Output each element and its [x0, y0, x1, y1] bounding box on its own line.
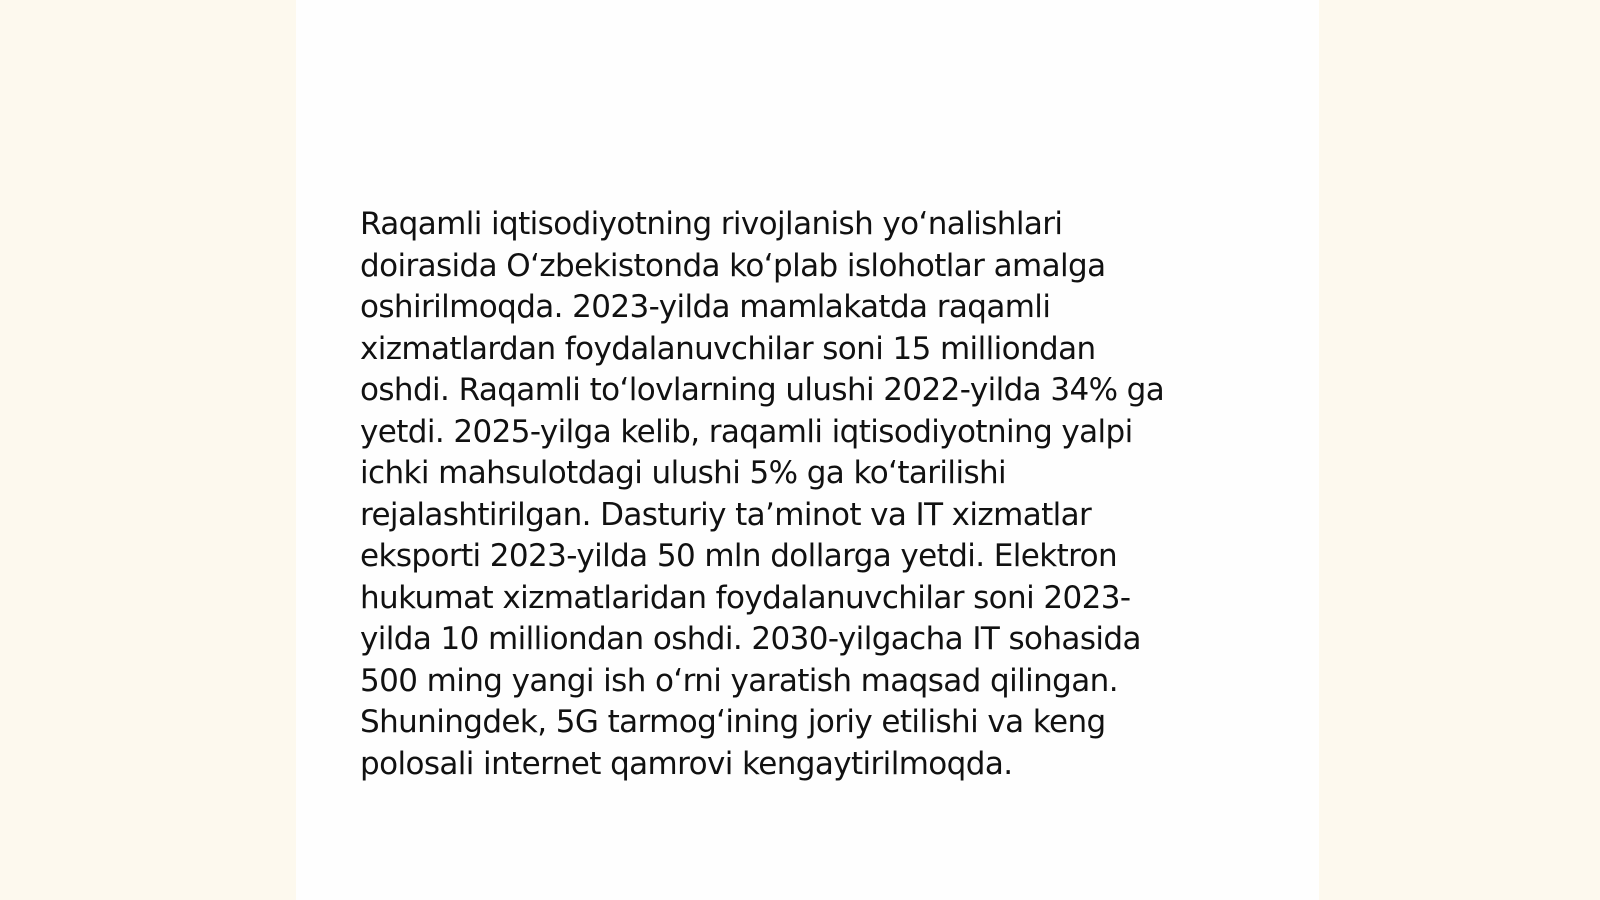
- text-line-13: Shuningdek, 5G tarmog‘ining joriy etilishi va keng: [360, 704, 1106, 740]
- text-line-10: hukumat xizmatlaridan foydalanuvchilar soni 2023-: [360, 579, 1131, 616]
- text-line-9: eksporti 2023-yilda 50 mln dollarga yetdi. Elektron: [360, 538, 1118, 574]
- text-line-6: yetdi. 2025-yilga kelib, raqamli iqtisodiyotning yalpi: [360, 413, 1133, 450]
- text-line-4: xizmatlardan foydalanuvchilar soni 15 milliondan: [360, 330, 1096, 367]
- document-page: [296, 0, 1319, 900]
- text-line-1: Raqamli iqtisodiyotning rivojlanish yo‘nalishlari: [360, 206, 1063, 242]
- text-line-2: doirasida O‘zbekistonda ko‘plab islohotlar amalga: [360, 247, 1106, 284]
- text-line-5: oshdi. Raqamli to‘lovlarning ulushi 2022-yilda 34% ga: [360, 372, 1165, 408]
- text-line-8: rejalashtirilgan. Dasturiy ta’minot va IT xizmatlar: [360, 496, 1092, 533]
- text-line-12: 500 ming yangi ish o‘rni yaratish maqsad qilingan.: [360, 662, 1118, 699]
- text-line-14: polosali internet qamrovi kengaytirilmoqda.: [360, 745, 1013, 782]
- text-line-11: yilda 10 milliondan oshdi. 2030-yilgacha IT sohasida: [360, 621, 1141, 657]
- text-line-7: ichki mahsulotdagi ulushi 5% ga ko‘tarilishi: [360, 455, 1007, 491]
- body-paragraph: [360, 204, 1260, 785]
- text-line-3: oshirilmoqda. 2023-yilda mamlakatda raqamli: [360, 289, 1051, 325]
